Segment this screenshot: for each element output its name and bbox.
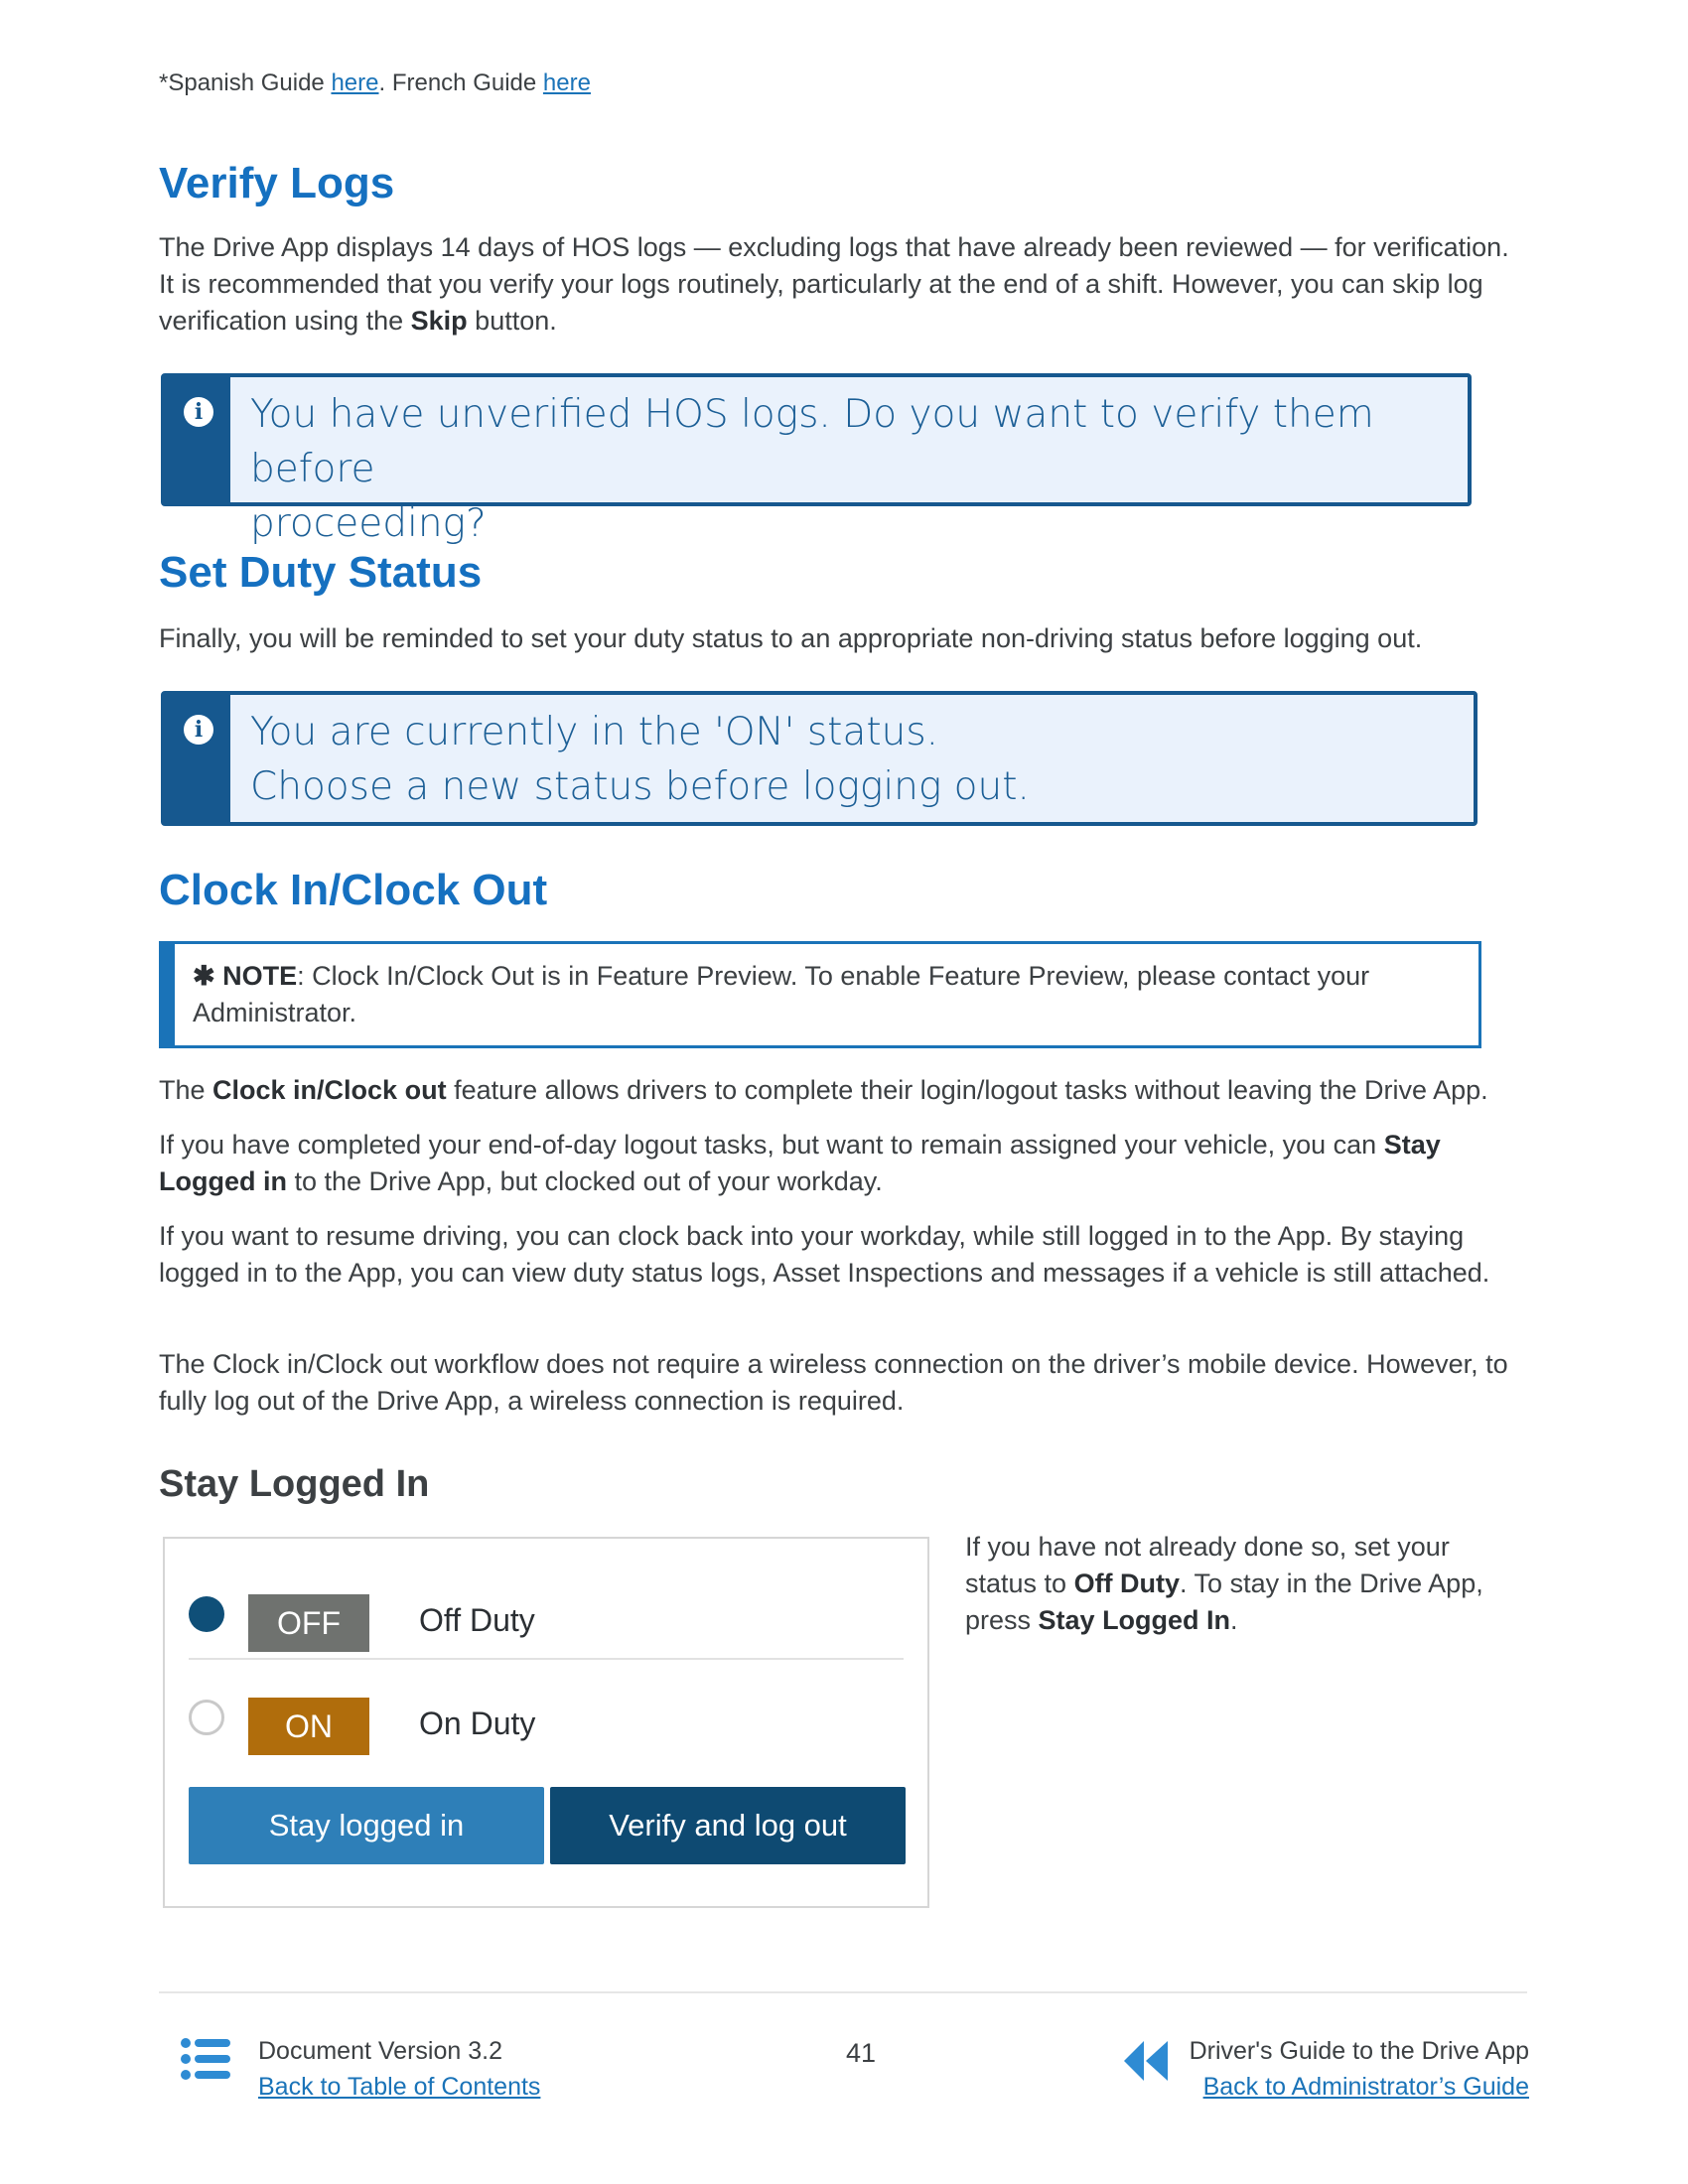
info-line-2: Choose a new status before logging out. [250,764,1030,809]
rewind-back-icon[interactable] [1122,2039,1170,2083]
text: . To stay in the Drive App, press [965,1569,1483,1635]
asterisk-icon: ✱ [193,961,223,991]
text: . [1230,1605,1238,1635]
text: The [159,1075,213,1105]
clock-in-out-bold: Clock in/Clock out [212,1075,447,1105]
set-duty-status-heading: Set Duty Status [159,548,483,597]
footer-left [258,2033,540,2105]
back-to-toc-link[interactable]: Back to Table of Contents [258,2073,541,2101]
verify-logs-heading: Verify Logs [159,159,395,207]
feature-preview-note [159,941,1481,1048]
off-badge: OFF [248,1594,369,1652]
stay-logged-in-heading: Stay Logged In [159,1463,430,1505]
clock-paragraph-3: If you want to resume driving, you can clock back into your workday, while still logged in to the App. By staying logged in to the App, you can view duty status logs, Asset Inspections and messages if a vehicle is still attached. [159,1221,1490,1288]
note-body: : Clock In/Clock Out is in Feature Preview. To enable Feature Preview, please contact your Administrator. [193,961,1370,1027]
back-to-admin-guide-link[interactable]: Back to Administrator’s Guide [1202,2073,1529,2101]
text: If you have not already done so, set your status to [965,1532,1450,1598]
verify-and-log-out-button[interactable]: Verify and log out [550,1787,906,1864]
unverified-logs-message [250,387,1448,551]
verify-logs-text-end: button. [467,306,557,336]
info-bar [165,377,230,502]
french-guide-label: . French Guide [378,69,543,96]
duty-status-info-box [161,691,1477,826]
set-duty-paragraph: Finally, you will be reminded to set your duty status to an appropriate non-driving status before logging out. [159,623,1423,653]
off-duty-bold: Off Duty [1073,1569,1181,1598]
stay-logged-in-description [965,1529,1521,1639]
info-icon: i [184,397,213,427]
duty-status-dialog [163,1537,929,1908]
stay-logged-in-bold: Stay Logged In [1038,1605,1231,1635]
radio-unselected-icon[interactable] [189,1700,224,1735]
clock-paragraph-4: The Clock in/Clock out workflow does not require a wireless connection on the driver’s mobile device. However, to fully log out of the Drive App, a wireless connection is required. [159,1349,1508,1416]
verify-logs-paragraph [159,229,1529,340]
info-line-2: proceeding? [250,501,487,546]
page-number: 41 [846,2038,877,2068]
footer-right [1172,2033,1529,2105]
verify-logs-text: The Drive App displays 14 days of HOS logs — excluding logs that have already been reviewed — for verification. It is recommended that you verify your logs routinely, particularly at the end of a shift. However, you can skip log verification using the [159,232,1509,336]
stay-logged-in-button[interactable]: Stay logged in [189,1787,544,1864]
guide-title: Driver's Guide to the Drive App [1189,2037,1529,2065]
footer-divider [159,1991,1527,1993]
info-line-1: You have unverified HOS logs. Do you want to verify them before [250,392,1374,491]
info-icon: i [184,715,213,745]
note-label: NOTE [222,961,298,991]
on-badge: ON [248,1698,369,1755]
skip-bold: Skip [410,306,468,336]
table-of-contents-icon[interactable] [181,2037,232,2081]
option-divider [189,1658,904,1660]
french-guide-link[interactable]: here [542,69,591,96]
unverified-logs-info-box [161,373,1472,546]
clock-paragraph-2 [159,1127,1489,1200]
option-off-duty[interactable] [189,1578,904,1658]
info-line-1: You are currently in the 'ON' status. [250,710,939,754]
off-duty-label: Off Duty [419,1602,535,1638]
spanish-guide-link[interactable]: here [331,69,379,96]
option-on-duty[interactable] [189,1682,904,1761]
language-links [159,69,591,97]
document-version: Document Version 3.2 [258,2037,502,2065]
text: If you have completed your end-of-day logout tasks, but want to remain assigned your vehicle, you can [159,1130,1384,1160]
clock-in-out-heading: Clock In/Clock Out [159,866,548,914]
stay-logged-in-bold: Stay Logged in [159,1130,1441,1196]
clock-paragraph-1 [159,1072,1539,1109]
duty-status-message [250,705,1454,814]
text: feature allows drivers to complete their login/logout tasks without leaving the Drive App. [446,1075,1488,1105]
text: to the Drive App, but clocked out of your workday. [286,1166,883,1196]
on-duty-label: On Duty [419,1706,536,1741]
spanish-guide-label: *Spanish Guide [159,69,332,96]
radio-selected-icon[interactable] [189,1596,224,1632]
note-text [193,958,1439,1031]
